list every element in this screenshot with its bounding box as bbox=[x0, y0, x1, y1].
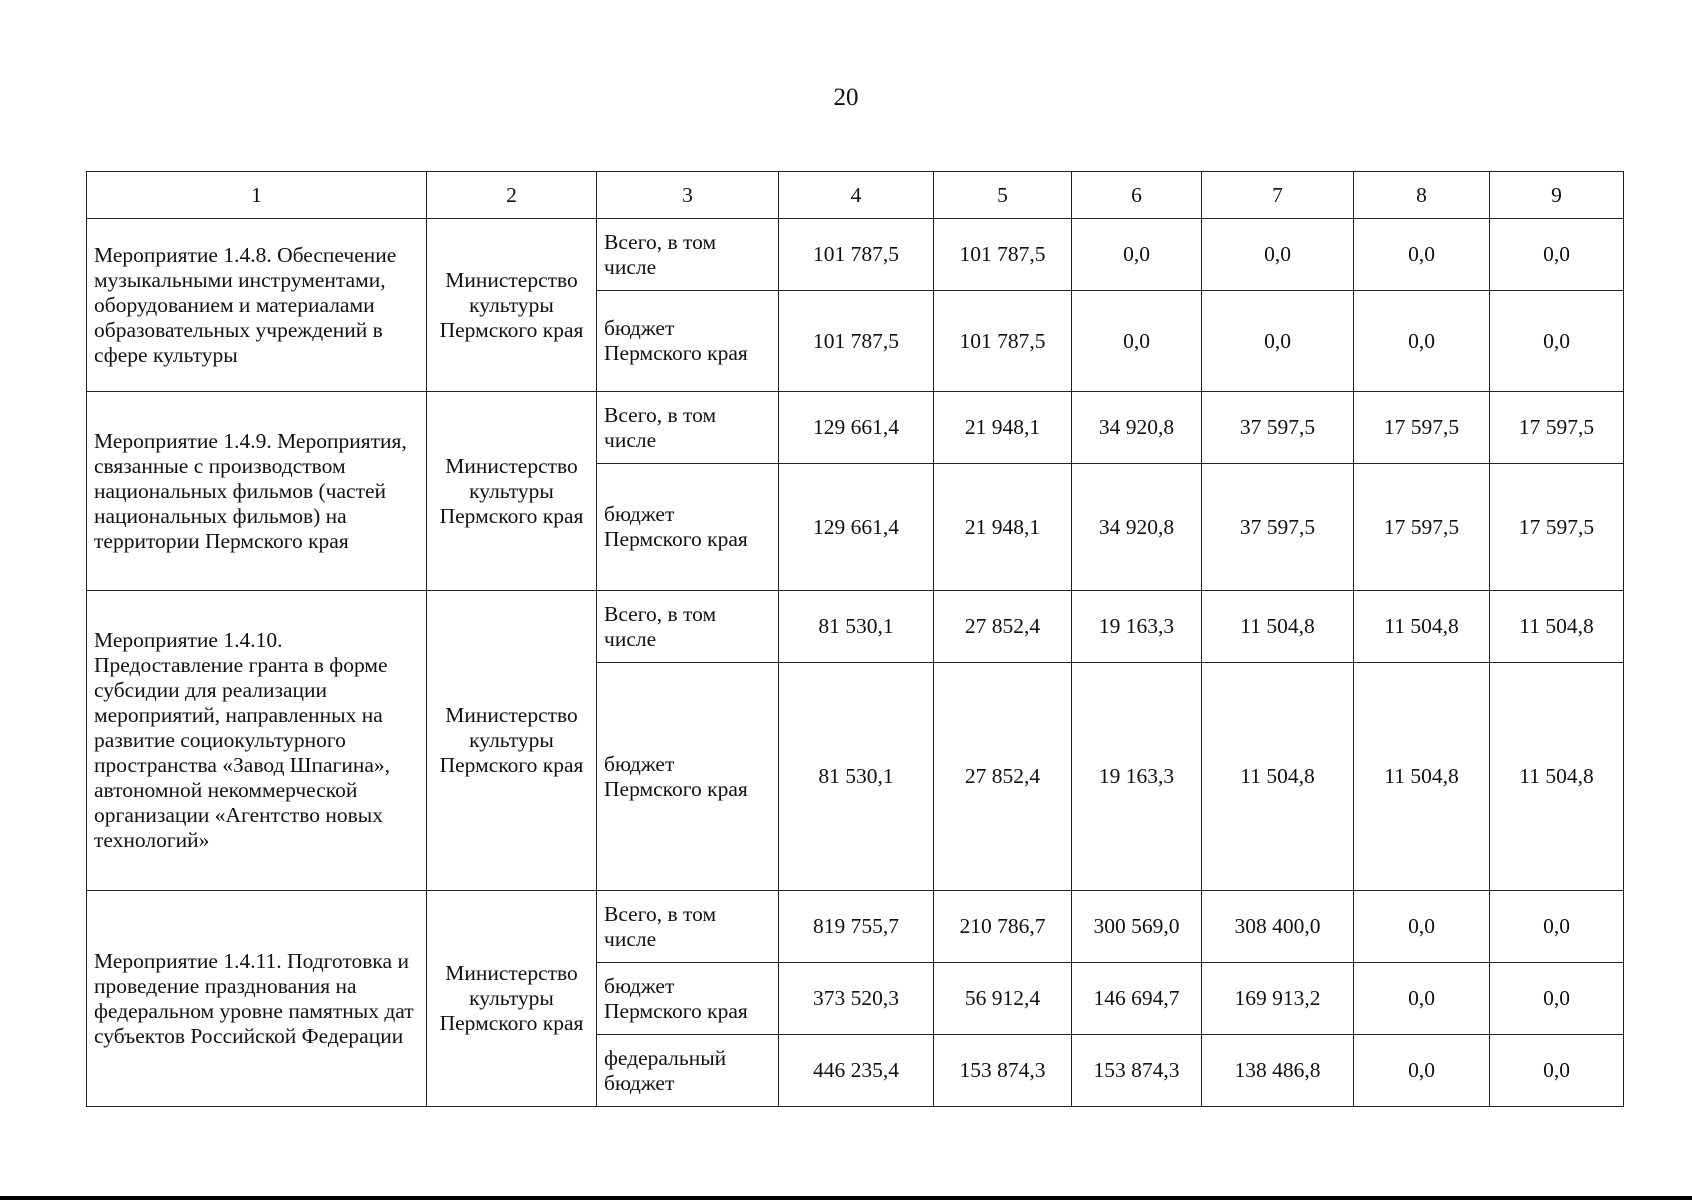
value-cell: 373 520,3 bbox=[779, 963, 934, 1035]
value-cell: 11 504,8 bbox=[1202, 663, 1354, 891]
responsible-party: Министерство культуры Пермского края bbox=[427, 219, 597, 392]
value-cell: 0,0 bbox=[1354, 219, 1490, 291]
value-cell: 11 504,8 bbox=[1490, 663, 1624, 891]
funding-source: Всего, в том числе bbox=[597, 591, 779, 663]
value-cell: 129 661,4 bbox=[779, 464, 934, 591]
value-cell: 21 948,1 bbox=[934, 464, 1072, 591]
value-cell: 27 852,4 bbox=[934, 591, 1072, 663]
value-cell: 0,0 bbox=[1490, 963, 1624, 1035]
value-cell: 0,0 bbox=[1354, 1035, 1490, 1107]
funding-source: Всего, в том числе bbox=[597, 891, 779, 963]
column-header: 5 bbox=[934, 172, 1072, 219]
value-cell: 19 163,3 bbox=[1072, 591, 1202, 663]
value-cell: 146 694,7 bbox=[1072, 963, 1202, 1035]
value-cell: 81 530,1 bbox=[779, 591, 934, 663]
value-cell: 138 486,8 bbox=[1202, 1035, 1354, 1107]
value-cell: 0,0 bbox=[1490, 219, 1624, 291]
activity-title: Мероприятие 1.4.10. Предоставление гранта в форме субсидии для реализации мероприятий, направленных на развитие социокультурного пространства «Завод Шпагина», автономной некоммерческой организации «Агентство новых технологий» bbox=[87, 591, 427, 891]
value-cell: 19 163,3 bbox=[1072, 663, 1202, 891]
value-cell: 446 235,4 bbox=[779, 1035, 934, 1107]
responsible-party: Министерство культуры Пермского края bbox=[427, 392, 597, 591]
value-cell: 0,0 bbox=[1490, 1035, 1624, 1107]
page-number: 20 bbox=[833, 84, 859, 111]
table-row bbox=[87, 591, 1624, 663]
value-cell: 37 597,5 bbox=[1202, 392, 1354, 464]
value-cell: 27 852,4 bbox=[934, 663, 1072, 891]
funding-source: Всего, в том числе bbox=[597, 392, 779, 464]
value-cell: 21 948,1 bbox=[934, 392, 1072, 464]
column-header: 9 bbox=[1490, 172, 1624, 219]
column-header: 8 bbox=[1354, 172, 1490, 219]
column-header: 7 bbox=[1202, 172, 1354, 219]
value-cell: 0,0 bbox=[1490, 891, 1624, 963]
value-cell: 11 504,8 bbox=[1354, 591, 1490, 663]
value-cell: 11 504,8 bbox=[1202, 591, 1354, 663]
funding-source: бюджет Пермского края bbox=[597, 963, 779, 1035]
value-cell: 101 787,5 bbox=[779, 219, 934, 291]
column-header: 2 bbox=[427, 172, 597, 219]
activity-title: Мероприятие 1.4.8. Обеспечение музыкальными инструментами, оборудованием и материалами образовательных учреждений в сфере культуры bbox=[87, 219, 427, 392]
value-cell: 101 787,5 bbox=[934, 219, 1072, 291]
value-cell: 17 597,5 bbox=[1354, 392, 1490, 464]
value-cell: 101 787,5 bbox=[779, 291, 934, 392]
responsible-party: Министерство культуры Пермского края bbox=[427, 891, 597, 1107]
funding-source: бюджет Пермского края bbox=[597, 663, 779, 891]
column-header: 1 bbox=[87, 172, 427, 219]
activity-title: Мероприятие 1.4.11. Подготовка и проведение празднования на федеральном уровне памятных дат субъектов Российской Федерации bbox=[87, 891, 427, 1107]
value-cell: 11 504,8 bbox=[1354, 663, 1490, 891]
value-cell: 0,0 bbox=[1354, 963, 1490, 1035]
scan-border bbox=[0, 1196, 1692, 1200]
value-cell: 101 787,5 bbox=[934, 291, 1072, 392]
value-cell: 34 920,8 bbox=[1072, 464, 1202, 591]
column-header: 3 bbox=[597, 172, 779, 219]
funding-source: федеральный бюджет bbox=[597, 1035, 779, 1107]
value-cell: 0,0 bbox=[1354, 891, 1490, 963]
value-cell: 300 569,0 bbox=[1072, 891, 1202, 963]
table-row bbox=[87, 392, 1624, 464]
budget-table bbox=[86, 171, 1624, 1107]
value-cell: 17 597,5 bbox=[1354, 464, 1490, 591]
value-cell: 11 504,8 bbox=[1490, 591, 1624, 663]
value-cell: 37 597,5 bbox=[1202, 464, 1354, 591]
value-cell: 17 597,5 bbox=[1490, 464, 1624, 591]
table-row bbox=[87, 219, 1624, 291]
responsible-party: Министерство культуры Пермского края bbox=[427, 591, 597, 891]
value-cell: 17 597,5 bbox=[1490, 392, 1624, 464]
funding-source: бюджет Пермского края bbox=[597, 291, 779, 392]
value-cell: 153 874,3 bbox=[934, 1035, 1072, 1107]
column-header: 6 bbox=[1072, 172, 1202, 219]
value-cell: 210 786,7 bbox=[934, 891, 1072, 963]
value-cell: 0,0 bbox=[1072, 219, 1202, 291]
value-cell: 169 913,2 bbox=[1202, 963, 1354, 1035]
value-cell: 0,0 bbox=[1202, 219, 1354, 291]
table-row bbox=[87, 891, 1624, 963]
value-cell: 0,0 bbox=[1354, 291, 1490, 392]
value-cell: 819 755,7 bbox=[779, 891, 934, 963]
value-cell: 0,0 bbox=[1072, 291, 1202, 392]
activity-title: Мероприятие 1.4.9. Мероприятия, связанные с производством национальных фильмов (частей национальных фильмов) на территории Пермского края bbox=[87, 392, 427, 591]
value-cell: 81 530,1 bbox=[779, 663, 934, 891]
value-cell: 0,0 bbox=[1202, 291, 1354, 392]
value-cell: 56 912,4 bbox=[934, 963, 1072, 1035]
value-cell: 0,0 bbox=[1490, 291, 1624, 392]
funding-source: Всего, в том числе bbox=[597, 219, 779, 291]
table-header bbox=[87, 172, 1624, 219]
column-header: 4 bbox=[779, 172, 934, 219]
value-cell: 308 400,0 bbox=[1202, 891, 1354, 963]
value-cell: 153 874,3 bbox=[1072, 1035, 1202, 1107]
funding-source: бюджет Пермского края bbox=[597, 464, 779, 591]
value-cell: 34 920,8 bbox=[1072, 392, 1202, 464]
value-cell: 129 661,4 bbox=[779, 392, 934, 464]
